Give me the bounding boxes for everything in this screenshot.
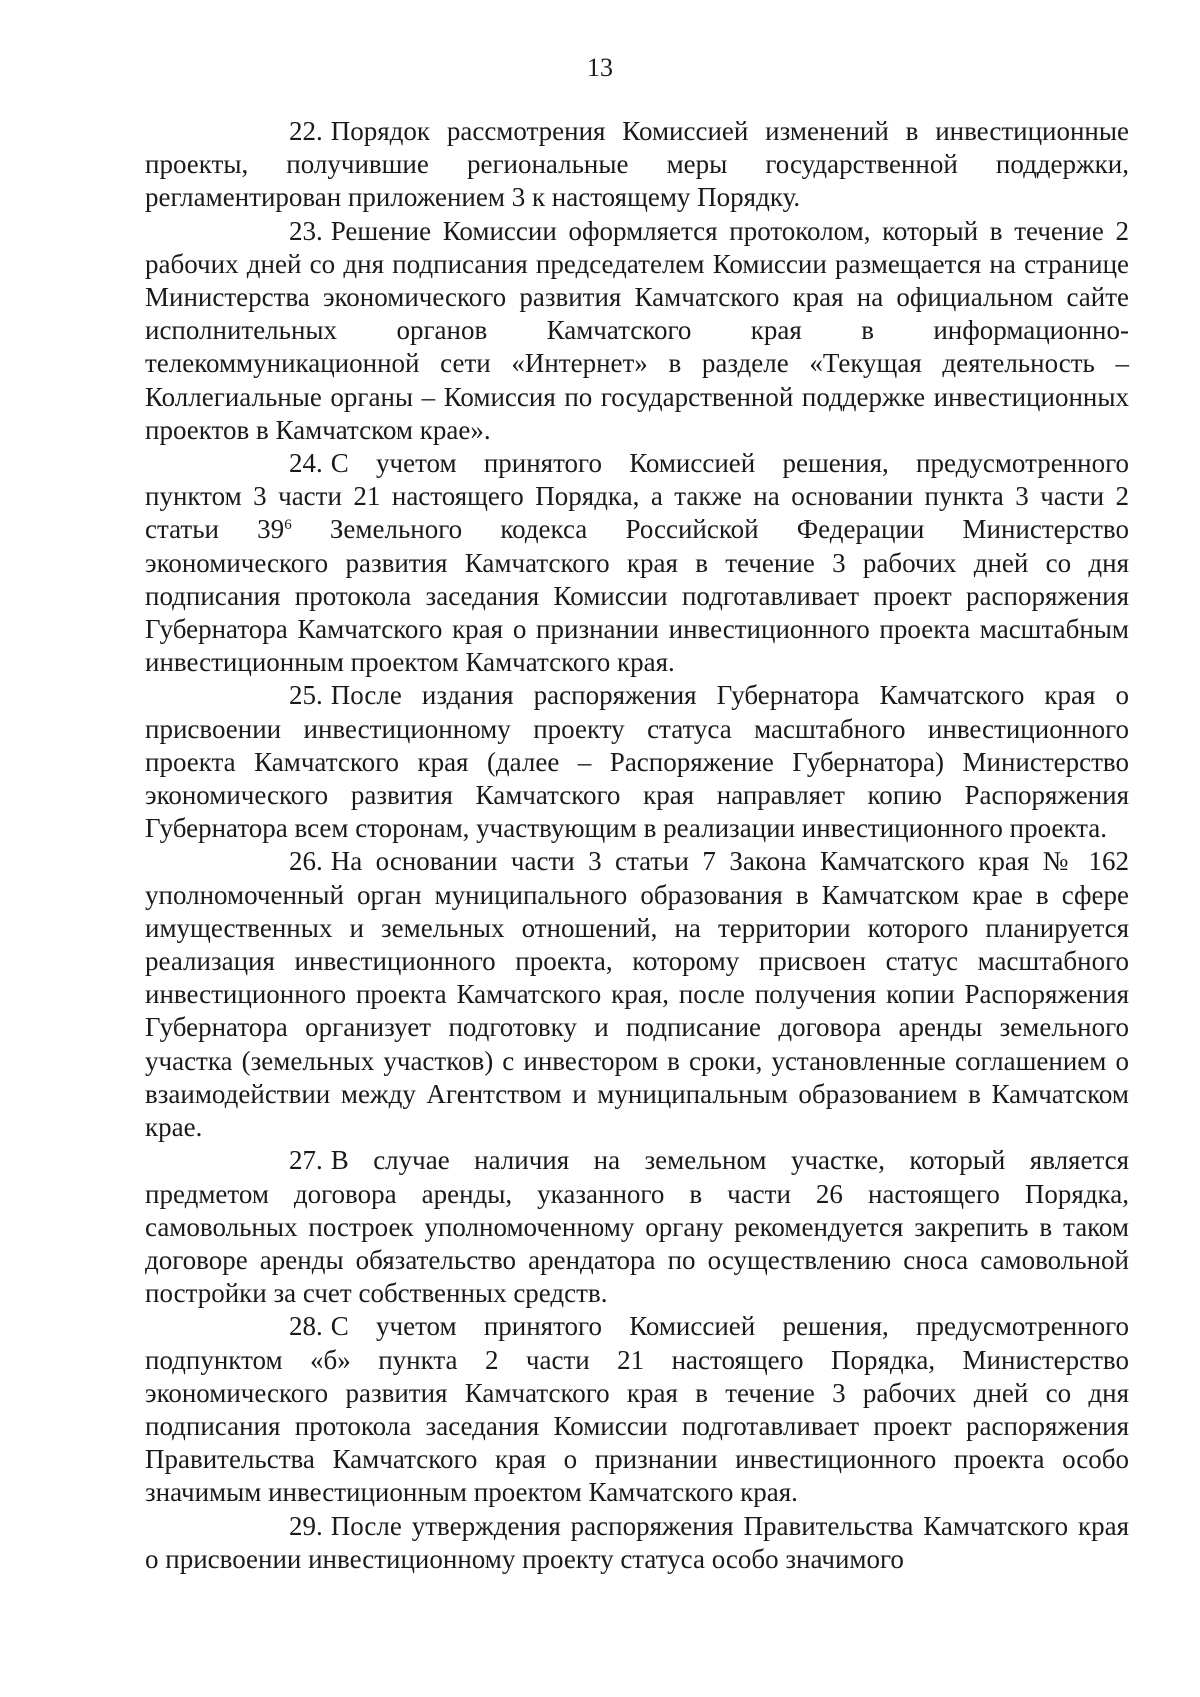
paragraph-29 (145, 1510, 1129, 1576)
paragraph-25 (145, 679, 1129, 845)
paragraph-text: После издания распоряжения Губернатора Камчатского края о присвоении инвестиционному проекту статуса масштабного инвестиционного проекта Камчатского края (далее – Распоряжение Губернатора) Министерство экономического развития Камчатского края направляет копию Распоряжения Губернатора всем сторонам, участвующим в реализации инвестиционного проекта. (145, 680, 1129, 844)
paragraph-28 (145, 1310, 1129, 1509)
paragraph-number: 25. (289, 680, 323, 711)
paragraph-text: Решение Комиссии оформляется протоколом, который в течение 2 рабочих дней со дня подписания председателем Комиссии размещается на странице Министерства экономического развития Камчатского края на официальном сайте исполнительных органов Камчатского края в информационно-телекоммуникационной сети «Интернет» в разделе «Текущая деятельность – Коллегиальные органы – Комиссия по государственной поддержке инвестиционных проектов в Камчатском крае». (145, 215, 1129, 445)
paragraph-number: 26. (289, 846, 323, 877)
paragraph-23 (145, 215, 1129, 447)
paragraph-26 (145, 845, 1129, 1144)
paragraph-number: 24. (289, 448, 323, 479)
paragraph-number: 23. (289, 215, 323, 246)
paragraph-text: С учетом принятого Комиссией решения, предусмотренного пунктом 3 части 21 настоящего Порядка, а также на основании пункта 3 части 2 статьи 39 (145, 448, 1129, 545)
paragraph-22 (145, 115, 1129, 215)
paragraph-number: 22. (289, 116, 323, 146)
superscript: 6 (284, 517, 292, 534)
paragraph-text: Порядок рассмотрения Комиссией изменений в инвестиционные проекты, получившие региональные меры государственной поддержки, регламентирован приложением 3 к настоящему Порядку. (145, 116, 1129, 213)
paragraph-text: На основании части 3 статьи 7 Закона Камчатского края № 162 уполномоченный орган муниципального образования в Камчатском крае в сфере имущественных и земельных отношений, на территории которого планируется реализация инвестиционного проекта, которому присвоен статус масштабного инвестиционного проекта Камчатского края, после получения копии Распоряжения Губернатора организует подготовку и подписание договора аренды земельного участка (земельных участков) с инвестором в сроки, установленные соглашением о взаимодействии между Агентством и муниципальным образованием в Камчатском крае. (145, 846, 1129, 1143)
document-body (145, 115, 1129, 1576)
paragraph-number: 27. (289, 1145, 323, 1176)
paragraph-text: Земельного кодекса Российской Федерации Министерство экономического развития Камчатского края в течение 3 рабочих дней со дня подписания протокола заседания Комиссии подготавливает проект распоряжения Губернатора Камчатского края о признании инвестиционного проекта масштабным инвестиционным проектом Камчатского края. (145, 514, 1129, 678)
paragraph-24 (145, 447, 1129, 679)
paragraph-text: После утверждения распоряжения Правительства Камчатского края о присвоении инвестиционному проекту статуса особо значимого (145, 1510, 1129, 1574)
paragraph-27 (145, 1144, 1129, 1310)
paragraph-number: 28. (289, 1311, 323, 1342)
paragraph-text: В случае наличия на земельном участке, который является предметом договора аренды, указанного в части 26 настоящего Порядка, самовольных построек уполномоченному органу рекомендуется закрепить в таком договоре аренды обязательство арендатора по осуществлению сноса самовольной постройки за счет собственных средств. (145, 1145, 1129, 1309)
page-number: 13 (587, 53, 613, 82)
paragraph-text: С учетом принятого Комиссией решения, предусмотренного подпунктом «б» пункта 2 части 21 настоящего Порядка, Министерство экономического развития Камчатского края в течение 3 рабочих дней со дня подписания протокола заседания Комиссии подготавливает проект распоряжения Правительства Камчатского края о признании инвестиционного проекта особо значимым инвестиционным проектом Камчатского края. (145, 1311, 1129, 1508)
paragraph-number: 29. (289, 1510, 323, 1541)
